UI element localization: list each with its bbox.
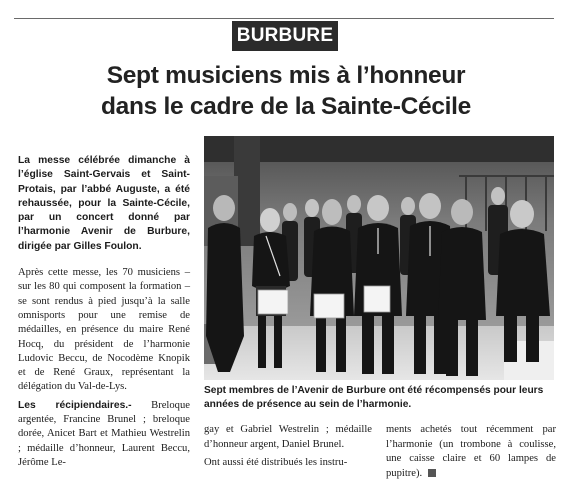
group-photo bbox=[204, 136, 554, 380]
article-column-2 bbox=[204, 423, 372, 471]
recipients-text-part-2: gay et Gabriel Westrelin ; médaille d’honneur argent, Daniel Brunel. bbox=[204, 424, 372, 450]
section-tag: BURBURE bbox=[232, 21, 338, 51]
headline-line-1: Sept musiciens mis à l’honneur bbox=[106, 62, 466, 89]
article-column-3 bbox=[386, 423, 556, 481]
headline bbox=[14, 60, 558, 122]
recipients-text-part-1: Breloque argentée, Francine Brunel ; breloque dorée, Anicet Bart et Mathieu Westrelin ; médaille d’honneur, Laurent Beccu, Jérôme Le- bbox=[18, 399, 190, 468]
instruments-text-part-2: ments achetés tout récemment par l’harmonie (un trombone à coulisse, une caisse claire et 60 lampes de pupitre). bbox=[386, 424, 556, 479]
top-rule bbox=[14, 18, 554, 19]
instruments-text-part-1: Ont aussi été distribués les instru- bbox=[204, 457, 348, 468]
recipients-run-in: Les récipiendaires.- bbox=[18, 399, 132, 411]
lead-paragraph: La messe célébrée dimanche à l’église Saint-Gervais et Saint-Protais, par l’abbé Auguste, a été rehaussée, pour la Sainte-Cécile, par un concert donné par l’harmonie Avenir de Burbure, dirigée par Gilles Foulon. bbox=[18, 155, 190, 252]
body-paragraph-1: Après cette messe, les 70 musiciens – sur les 80 qui composent la formation – se sont rendus à pied jusqu’à la salle omnisports pour une remise de médailles, en présence du maire René Hocq, du président de l’harmonie Ludovic Beccu, de Nocodème Knopik et de René Graux, représentant la délégation du Val-de-Lys. bbox=[18, 267, 190, 393]
article-column-1 bbox=[18, 154, 190, 470]
instruments-paragraph bbox=[386, 423, 556, 481]
end-of-article-icon bbox=[428, 469, 436, 477]
body-paragraph-2 bbox=[18, 399, 190, 470]
group-photo-image bbox=[204, 136, 554, 380]
photo-caption: Sept membres de l’Avenir de Burbure ont été récompensés pour leurs années de présence au sein de l’harmonie. bbox=[204, 385, 544, 410]
headline-line-2: dans le cadre de la Sainte-Cécile bbox=[100, 93, 472, 120]
